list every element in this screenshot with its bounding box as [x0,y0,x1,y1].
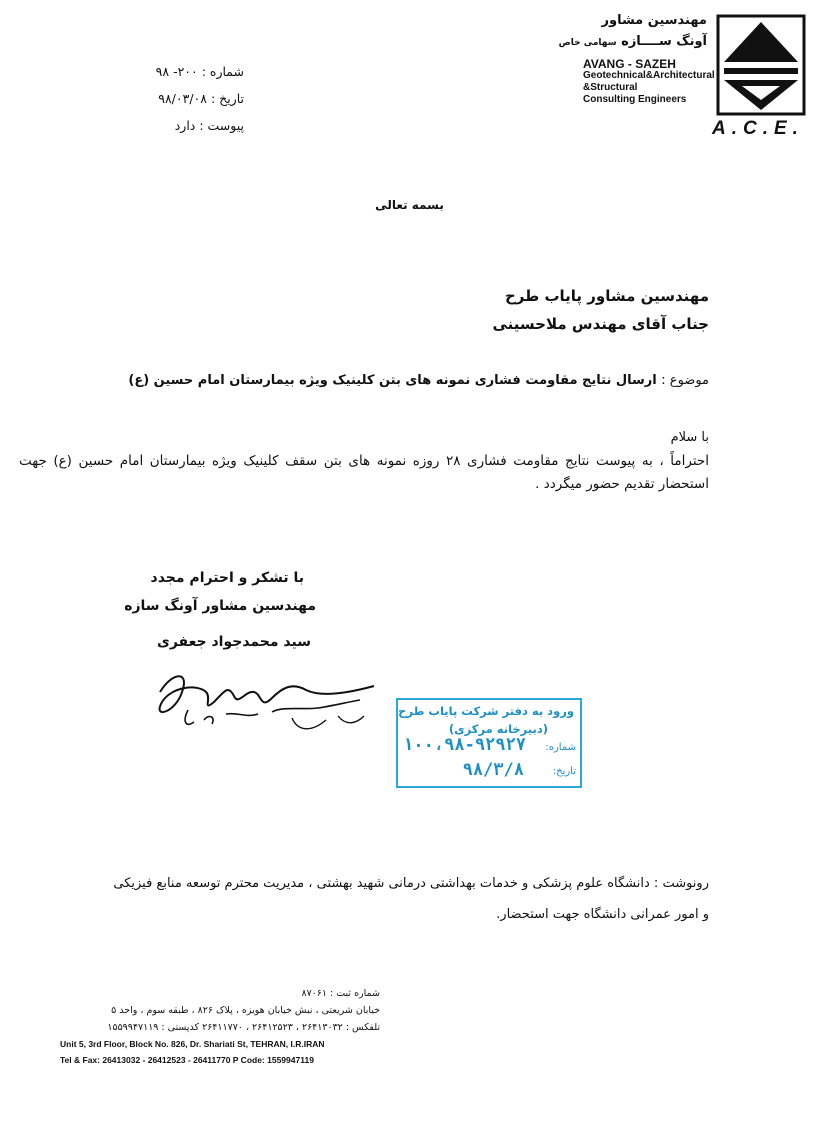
reference-block [156,58,244,139]
letter-attachment: پیوست : دارد [174,118,244,133]
stamp-date: ۹۸/۳/۸ [462,760,524,780]
footer-phones-fa: تلفکس : ۲۶۴۱۳۰۳۲ ، ۲۶۴۱۲۵۲۳ ، ۲۶۴۱۱۷۷۰ کدپستی : ۱۵۵۹۹۴۷۱۱۹ [107,1022,380,1033]
carbon-copy: رونوشت : دانشگاه علوم پزشکی و خدمات بهداشتی درمانی شهید بهشتی ، مدیریت محترم توسعه منابع فیزیکی و امور عمرانی دانشگاه جهت استحضار. [113,876,709,922]
footer [60,985,380,1068]
company-logo-icon [716,14,806,116]
signer-name: سید محمدجواد جعفری [156,634,311,650]
company-name-fa-line2 [559,34,707,49]
company-en-line4: Consulting Engineers [583,94,687,105]
subject-text: ارسال نتایج مقاومت فشاری نمونه های بتن کلینیک ویژه بیمارستان امام حسین (ع) [128,373,657,388]
letter-body: احتراماً ، به پیوست نتایج مقاومت فشاری ۲۸ روزه نمونه های بتن سقف کلینیک ویژه بیمارستان امام حسین (ع) جهت استحضار تقدیم حضور میگردد . [19,453,709,492]
subject-label: موضوع : [661,373,709,388]
recipient-organization: مهندسین مشاور پایاب طرح [504,287,709,305]
company-en-line3: &Structural [583,82,638,93]
closing-company: مهندسین مشاور آونگ سازه [124,598,316,614]
footer-address-en: Unit 5, 3rd Floor, Block No. 826, Dr. Shariati St, TEHRAN, I.R.IRAN [60,1039,325,1049]
greeting: با سلام [670,430,709,445]
incoming-stamp [396,698,582,788]
letter-number: شماره : ۲۰۰- ۹۸ [155,64,244,79]
company-brand-fa: آونگ ســــازه [621,34,707,49]
stamp-title: ورود به دفتر شرکت پایاب طرح [398,704,574,718]
stamp-subtitle: (دبیرخانه مرکزی) [448,722,548,736]
stamp-number-label: شماره: [545,742,576,753]
letter-date: تاریخ : ۹۸/۰۳/۰۸ [158,91,244,106]
stamp-number: ۱۰۰،۹۸-۹۲۹۲۷ [403,735,526,755]
subject-line [128,373,709,388]
company-name-en [583,57,715,106]
company-en-line2: Geotechnical&Architectural [583,70,715,81]
invocation: بسمه تعالی [375,198,444,212]
recipient-person: جناب آقای مهندس ملاحسینی [492,315,709,333]
closing-line: با تشکر و احترام مجدد [150,570,304,586]
footer-registration: شماره ثبت : ۸۷۰۶۱ [301,988,380,999]
company-name-fa: مهندسین مشاور [601,13,707,28]
logo-text: A.C.E. [712,118,804,139]
signature-icon [142,662,392,742]
company-en-title: AVANG - SAZEH [583,57,676,71]
footer-address-fa: خیابان شریعتی ، نبش خیابان هویزه ، پلاک ۸۲۶ ، طبقه سوم ، واحد ۵ [111,1005,380,1016]
stamp-date-label: تاریخ: [552,766,576,777]
footer-phones-en: Tel & Fax: 26413032 - 26412523 - 26411770 P Code: 1559947119 [60,1055,314,1065]
company-type-fa: سهامی خاص [558,38,617,48]
